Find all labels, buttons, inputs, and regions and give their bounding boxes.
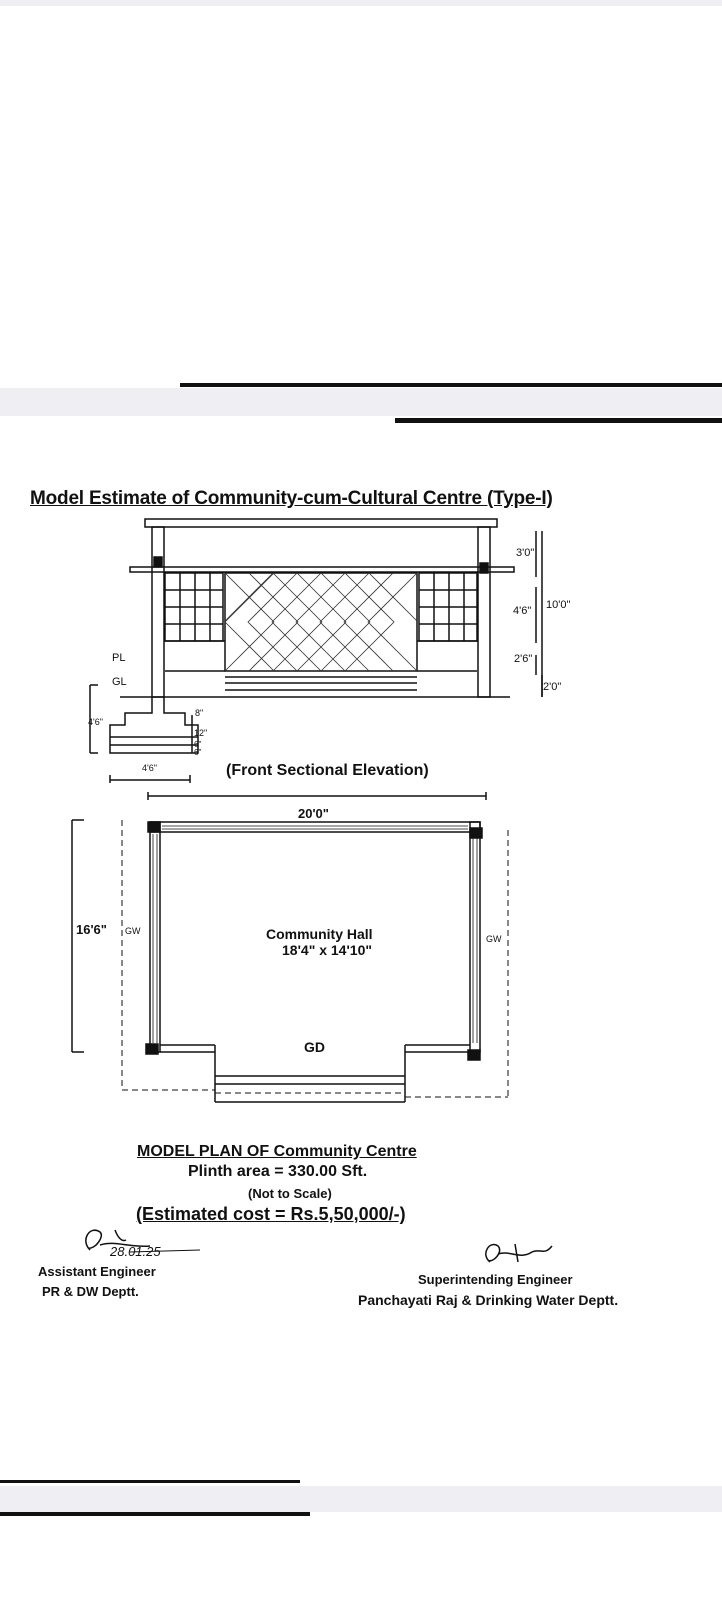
lattice-screen [225,573,417,671]
room-size: 18'4" x 14'10" [282,942,373,958]
scale-note: (Not to Scale) [248,1186,332,1201]
plan-title: MODEL PLAN OF Community Centre [137,1143,417,1160]
page-gap-band-top [0,388,722,416]
left-department: PR & DW Deptt. [42,1284,139,1299]
document-title: Model Estimate of Community-cum-Cultural Centre (Type-I) [30,488,553,509]
dim-foundation-depth: 4'6" [88,717,103,727]
dim-f2: 12" [194,728,208,738]
page-bottom-edge-2 [0,1512,310,1516]
hall-right-wall [470,822,480,1052]
column-right [478,527,490,697]
room-name: Community Hall [266,926,373,942]
window-right [419,573,477,641]
page-edge-shadow-2 [395,418,722,423]
page-bottom-edge [0,1480,300,1483]
front-elevation-drawing [80,515,580,785]
label-gl: GL [112,676,127,688]
label-gw-left: GW [125,926,141,936]
dim-total-height: 10'0" [546,599,571,611]
signature-left [60,1210,210,1270]
dim-parapet: 3'0" [516,547,535,559]
sunshade [130,567,514,572]
right-designation: Superintending Engineer [418,1272,573,1287]
label-gw-right: GW [486,934,502,944]
dim-f3: 6" [194,740,202,749]
dim-f1: 8" [195,708,204,718]
door-label: GD [304,1039,325,1055]
roof-slab [145,519,497,527]
column-left [152,527,164,697]
dim-footing-width: 4'6" [142,763,157,773]
page-gap-band-bottom [0,1486,722,1512]
top-viewer-band [0,0,722,6]
hall-top-wall [150,822,480,832]
page-edge-shadow [180,383,722,387]
estimated-cost: (Estimated cost = Rs.5,50,000/-) [136,1204,406,1224]
dim-f4: 6" [194,748,202,757]
right-department: Panchayati Raj & Drinking Water Deptt. [358,1292,619,1308]
dim-plan-width: 20'0" [298,806,329,821]
label-pl: PL [112,652,126,664]
dim-sill: 2'6" [514,653,533,665]
signature-right [470,1232,580,1277]
dim-plinth: 2'0" [543,681,562,693]
dim-plan-length: 16'6" [76,922,107,937]
date-handwritten: 28.01.25 [110,1244,161,1259]
hall-left-wall [150,822,160,1052]
dim-window: 4'6" [513,605,532,617]
window-left [165,573,223,641]
left-designation: Assistant Engineer [38,1264,156,1279]
plinth-area: Plinth area = 330.00 Sft. [188,1163,368,1180]
elevation-caption: (Front Sectional Elevation) [226,762,429,779]
